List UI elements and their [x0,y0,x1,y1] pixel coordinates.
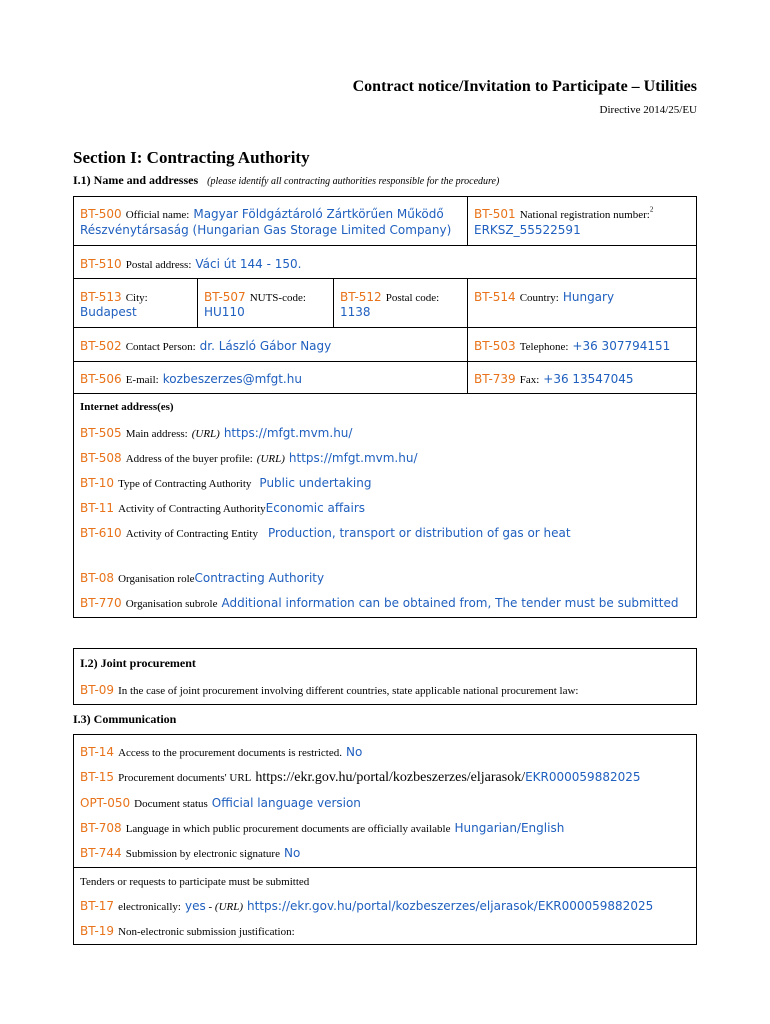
official-name-value-line2: Részvénytársaság (Hungarian Gas Storage Limited Company) [80,223,452,237]
authority-type-field [80,474,371,492]
field-label: NUTS-code: [249,292,306,304]
tenders-heading: Tenders or requests to participate must be submitted [80,876,310,888]
field-label: Telephone: [519,341,569,353]
field-label: Country: [519,292,559,304]
url-suffix: EKR000059882025 [525,770,641,784]
col-divider [333,278,334,327]
field-label: Organisation subrole [125,598,218,610]
postal-address-field [80,255,302,273]
organisation-role-field [80,569,324,587]
bt-code: BT-503 [474,339,516,353]
field-label: Language in which public procurement documents are officially available [125,823,451,835]
bt-code: BT-10 [80,476,115,490]
bt-code: BT-610 [80,526,122,540]
field-label: Procurement documents' URL [118,772,252,784]
postal-code-value: 1138 [340,305,371,319]
row-divider [73,327,697,328]
field-value: Additional information can be obtained from, The tender must be submitted [221,596,679,610]
separator: - [205,901,215,913]
field-label: Submission by electronic signature [125,848,280,860]
field-value: Hungarian/English [454,821,565,835]
url-tag: (URL) [256,453,285,465]
field-value: +36 307794151 [572,339,671,353]
bt-code: BT-15 [80,770,115,784]
documents-url-field [80,768,641,786]
url-tag: (URL) [191,428,220,440]
bt-code: BT-09 [80,683,115,697]
field-value: No [345,745,363,759]
field-label: Type of Contracting Authority [118,478,252,490]
bt-code: BT-744 [80,846,122,860]
document-title: Contract notice/Invitation to Participate – Utilities [352,78,697,95]
electronic-submission-field [80,897,653,915]
field-label: Non-electronic submission justification: [118,926,295,938]
field-label: Access to the procurement documents is restricted. [118,747,342,759]
bt-code: BT-505 [80,426,122,440]
bt-code: BT-17 [80,899,115,913]
field-value: Hungary [562,290,615,304]
field-value: +36 13547045 [543,372,634,386]
section-title: Section I: Contracting Authority [73,148,310,167]
registration-number-field [474,205,653,223]
field-label: E-mail: [125,374,159,386]
col-divider [467,278,468,393]
main-address-link[interactable]: https://mfgt.mvm.hu/ [223,426,353,440]
buyer-profile-field [80,449,418,467]
field-label: Activity of Contracting Entity [125,528,258,540]
bt-code: BT-510 [80,257,122,271]
bt-code: BT-708 [80,821,122,835]
joint-procurement-heading: I.2) Joint procurement [80,656,196,670]
bt-code: BT-514 [474,290,516,304]
bt-code: BT-739 [474,372,516,386]
email-link[interactable]: kozbeszerzes@mfgt.hu [162,372,302,386]
electronic-signature-field [80,844,300,862]
nuts-code-value: HU110 [204,305,245,319]
procurement-law-field [80,681,578,699]
field-value: Economic affairs [265,501,366,515]
organisation-subrole-field [80,594,678,612]
bt-code: BT-500 [80,207,122,221]
internet-heading: Internet address(es) [80,401,174,413]
bt-code: BT-11 [80,501,115,515]
bt-code: BT-770 [80,596,122,610]
field-value: Public undertaking [259,476,372,490]
city-field [80,288,148,306]
bt-code: BT-508 [80,451,122,465]
field-value: dr. László Gábor Nagy [199,339,332,353]
field-value: No [283,846,301,860]
field-label: Address of the buyer profile: [125,453,253,465]
non-electronic-justification-field [80,922,295,940]
country-field [474,288,614,306]
fax-field [474,370,633,388]
field-label: Postal address: [125,259,192,271]
subsection-title: I.1) Name and addresses [73,173,199,187]
field-value: Official language version [211,796,361,810]
communication-heading: I.3) Communication [73,712,177,726]
document-status-field [80,794,361,812]
row-divider [73,393,697,394]
subsection-note: (please identify all contracting authorities responsible for the procedure) [207,176,500,187]
authority-activity-field [80,499,365,517]
field-value: yes [184,899,206,913]
city-value: Budapest [80,305,137,319]
url-prefix: https://ekr.gov.hu/portal/kozbeszerzes/eljarasok/ [255,770,526,785]
field-label: Document status [134,798,208,810]
field-label: Contact Person: [125,341,196,353]
documents-url-link[interactable] [255,770,640,785]
bt-code: OPT-050 [80,796,131,810]
field-value: Production, transport or distribution of gas or heat [268,526,571,540]
field-value: Magyar Földgáztároló Zártkörűen Működő [193,207,444,221]
nuts-code-field [204,288,306,306]
footnote-marker: 2 [649,205,654,214]
restricted-access-field [80,743,362,761]
bt-code: BT-08 [80,571,115,585]
submission-url-link[interactable]: https://ekr.gov.hu/portal/kozbeszerzes/eljarasok/EKR000059882025 [247,899,654,913]
row-divider [73,278,697,279]
bt-code: BT-513 [80,290,122,304]
field-label: Organisation role [118,573,195,585]
field-label: Activity of Contracting Authority [118,503,266,515]
email-field [80,370,302,388]
registration-number-value: ERKSZ_55522591 [474,223,581,237]
field-label: In the case of joint procurement involving different countries, state applicable national procurement law: [118,685,579,697]
field-label: City: [125,292,148,304]
field-label: Fax: [519,374,540,386]
url-tag: (URL) [214,901,244,913]
official-name-field [80,205,444,223]
contact-person-field [80,337,331,355]
bt-code: BT-14 [80,745,115,759]
col-divider [197,278,198,327]
main-address-field [80,424,352,442]
subsection-heading [73,173,499,188]
row-divider [73,245,697,246]
bt-code: BT-506 [80,372,122,386]
postal-code-field [340,288,439,306]
directive-label: Directive 2014/25/EU [599,104,697,116]
col-divider [467,196,468,245]
field-label: Main address: [125,428,188,440]
field-label: electronically: [118,901,181,913]
document-language-field [80,819,564,837]
field-value: Contracting Authority [194,571,325,585]
field-label: Postal code: [385,292,440,304]
row-divider [73,867,697,868]
telephone-field [474,337,670,355]
field-label: Official name: [125,209,190,221]
bt-code: BT-502 [80,339,122,353]
bt-code: BT-507 [204,290,246,304]
buyer-profile-link[interactable]: https://mfgt.mvm.hu/ [288,451,418,465]
bt-code: BT-501 [474,207,516,221]
field-label: National registration number: [519,209,650,221]
entity-activity-field [80,524,571,542]
row-divider [73,361,697,362]
bt-code: BT-512 [340,290,382,304]
field-value: Váci út 144 - 150. [195,257,302,271]
bt-code: BT-19 [80,924,115,938]
